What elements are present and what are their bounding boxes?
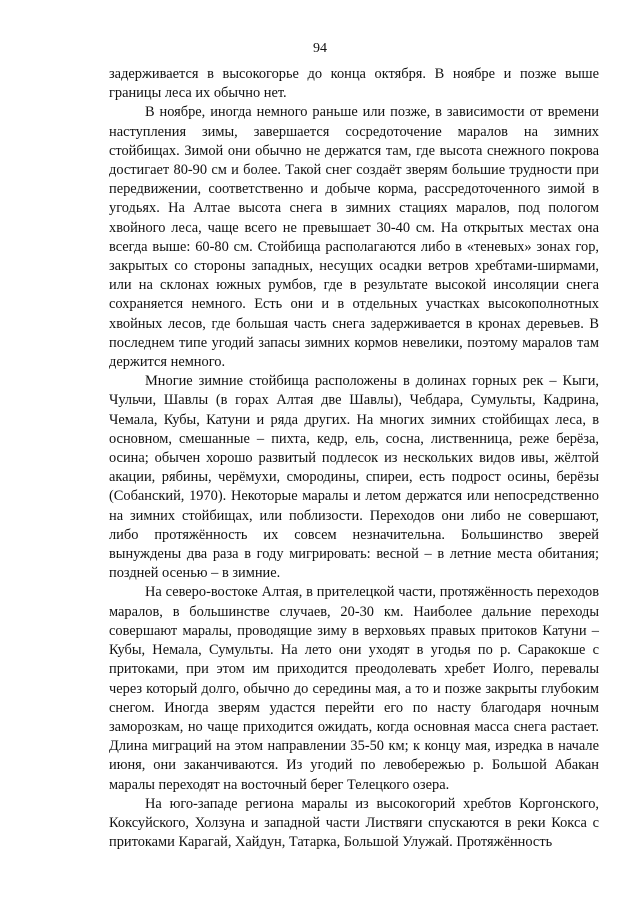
- page-number: 94: [313, 41, 327, 56]
- body-text: [109, 65, 599, 852]
- paragraph: задерживается в высокогорье до конца октября. В ноябре и позже выше границы леса их обычно нет.: [109, 66, 599, 102]
- paragraph: На юго-западе региона маралы из высокогорий хребтов Коргонского, Коксуйского, Холзуна и западной части Листвяги спускаются в реки Кокса с притоками Карагай, Хайдун, Татарка, Большой Улужай. Протяжённость: [109, 795, 599, 851]
- paragraph: В ноябре, иногда немного раньше или позже, в зависимости от времени наступления зимы, завершается сосредоточение маралов на зимних стойбищах. Зимой они обычно не держатся там, где высота снежного покрова достигает 80-90 см и более. Такой снег создаёт зверям большие трудности при передвижении, соответственно и добыче корма, рассредоточенного зимой в угодьях. На Алтае высота снега в зимних стациях маралов, под пологом хвойного леса, чаще всего не превышает 30-40 см. На открытых местах она всегда выше: 60-80 см. Стойбища располагаются либо в «теневых» зонах гор, закрытых со стороны западных, несущих осадки ветров хребтами-ширмами, или на склонах южных румбов, где в результате высокой инсоляции снега сохраняется немного. Есть они и в отдельных участках высокополнотных хвойных лесов, где большая часть снега задерживается в кронах деревьев. В последнем типе угодий запасы зимних кормов невелики, поэтому маралов там держится немного.: [109, 104, 599, 371]
- paragraph: На северо-востоке Алтая, в прителецкой части, протяжённость переходов маралов, в большинстве случаев, 20-30 км. Наиболее дальние переходы совершают маралы, проводящие зиму в верховьях правых притоков Катуни – Кубы, Немала, Сумульты. На лето они уходят в угодья по р. Саракокше с притоками, при этом им приходится преодолевать хребет Иолго, перевалы через который долго, обычно до середины мая, а то и позже закрыты глубоким снегом. Иногда зверям удастся перейти его по насту благодаря ночным заморозкам, но чаще приходится ожидать, когда основная масса снега растает. Длина миграций на этом направлении 35-50 км; к концу мая, изредка в начале июня, они заканчиваются. Из угодий по левобережью р. Большой Абакан маралы переходят на восточный берег Телецкого озера.: [109, 584, 599, 793]
- paragraph: Многие зимние стойбища расположены в долинах горных рек – Кыги, Чульчи, Шавлы (в горах Алтая две Шавлы), Чебдара, Сумульты, Кадрина, Чемала, Кубы, Катуни и ряда других. На многих зимних стойбищах леса, в основном, смешанные – пихта, кедр, ель, сосна, лиственница, реже берёза, осина; обычен хорошо развитый подлесок из нескольких видов ивы, жёлтой акации, рябины, черёмухи, смородины, спиреи, есть подрост осины, берёзы (Собанский, 1970). Некоторые маралы и летом держатся или непосредственно на зимних стойбищах, или поблизости. Переходов они либо не совершают, либо протяжённость их совсем незначительна. Большинство зверей вынуждены два раза в году мигрировать: весной – в летние места обитания; поздней осенью – в зимние.: [109, 373, 599, 582]
